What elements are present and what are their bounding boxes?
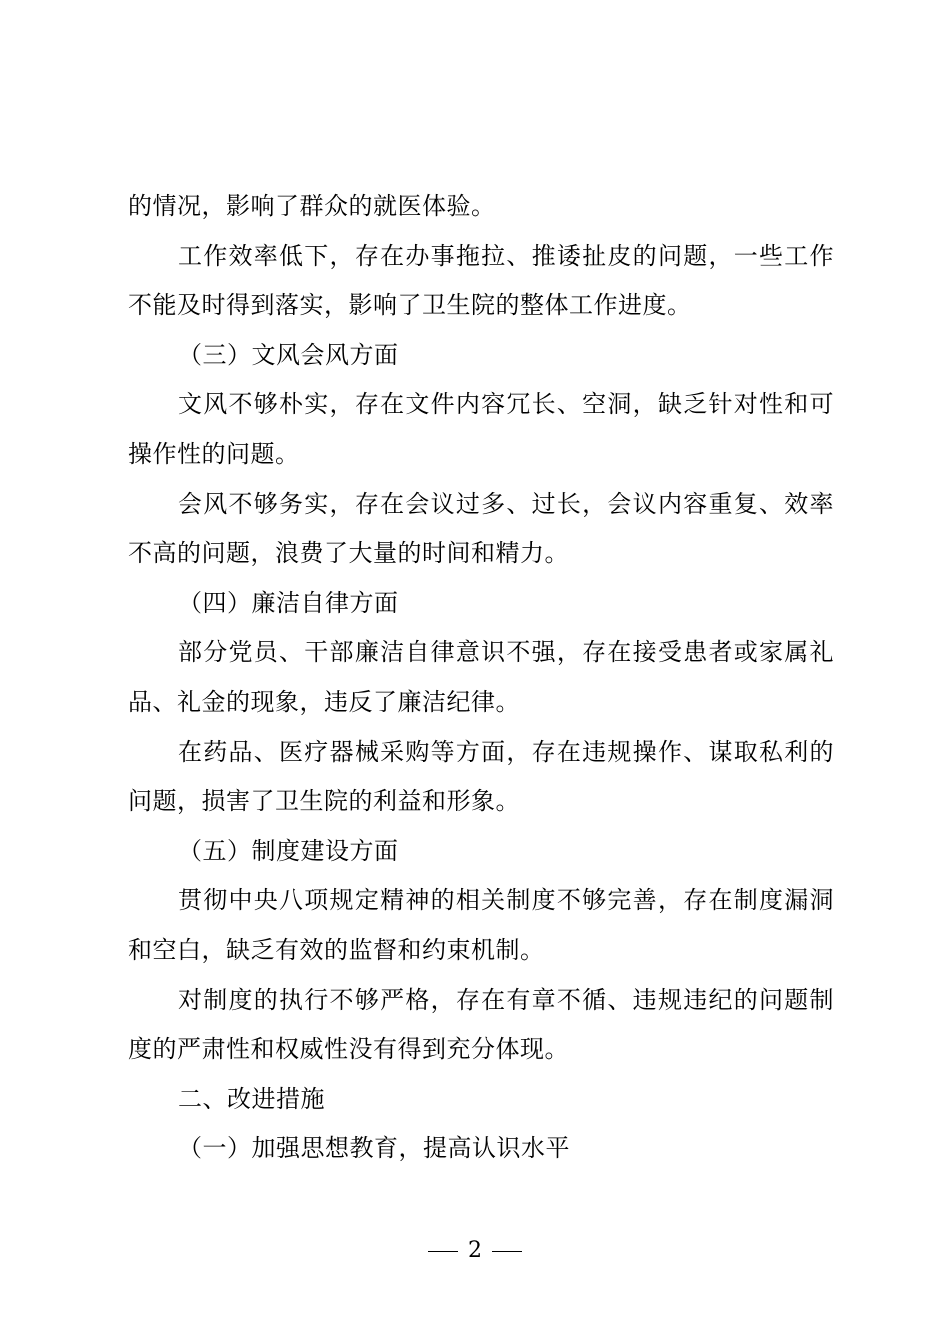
footer-dash-right — [492, 1251, 522, 1252]
paragraph: 贯彻中央八项规定精神的相关制度不够完善，存在制度漏洞和空白，缺乏有效的监督和约束机制。 — [128, 886, 834, 964]
paragraph: 工作效率低下，存在办事拖拉、推诿扯皮的问题，一些工作不能及时得到落实，影响了卫生院的整体工作进度。 — [128, 241, 834, 320]
section-heading: （三）文风会风方面 — [178, 340, 399, 369]
section-heading: （五）制度建设方面 — [178, 836, 399, 865]
footer-dash-left — [428, 1251, 458, 1252]
paragraph: 的情况，影响了群众的就医体验。 — [128, 192, 496, 220]
page-footer — [0, 1236, 950, 1266]
paragraph: 会风不够务实，存在会议过多、过长，会议内容重复、效率不高的问题，浪费了大量的时间和精力。 — [128, 489, 834, 568]
page-number: 2 — [468, 1238, 482, 1263]
paragraph: 在药品、医疗器械采购等方面，存在违规操作、谋取私利的问题，损害了卫生院的利益和形象。 — [128, 737, 834, 816]
section-heading: （四）廉洁自律方面 — [178, 588, 399, 617]
section-heading: 二、改进措施 — [178, 1084, 325, 1113]
paragraph: 部分党员、干部廉洁自律意识不强，存在接受患者或家属礼品、礼金的现象，违反了廉洁纪律。 — [128, 638, 834, 716]
paragraph: 对制度的执行不够严格，存在有章不循、违规违纪的问题制度的严肃性和权威性没有得到充分体现。 — [128, 985, 834, 1064]
document-body — [128, 182, 834, 1174]
section-heading: （一）加强思想教育，提高认识水平 — [178, 1134, 570, 1163]
paragraph: 文风不够朴实，存在文件内容冗长、空洞，缺乏针对性和可操作性的问题。 — [128, 390, 834, 468]
